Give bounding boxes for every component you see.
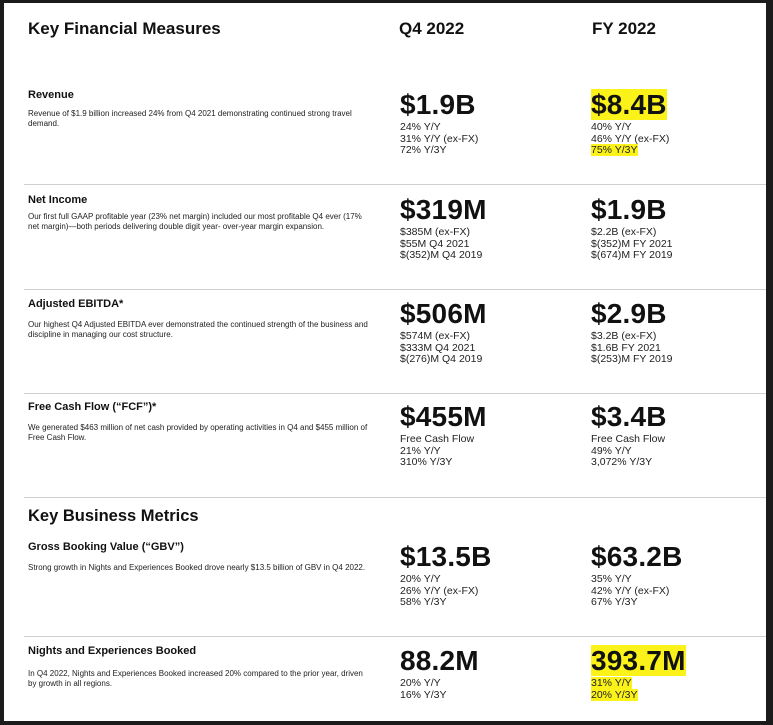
metric-description: Our first full GAAP profitable year (23% net margin) included our most profitable Q4 ever (17% net margin)—both periods delivering double digit year- over-year margin expansion. [28,212,362,231]
metric-description: Strong growth in Nights and Experiences Booked drove nearly $13.5 billion of GBV in Q4 2022. [28,563,366,572]
fy-detail: 31% Y/Y [591,677,632,689]
divider [24,393,766,394]
metric-label: Nights and Experiences Booked [28,645,197,657]
fy-value: $63.2B [591,541,683,572]
column-header-q4: Q4 2022 [399,19,465,38]
fy-value: $1.9B [591,194,667,225]
metric-description: Our highest Q4 Adjusted EBITDA ever demonstrated the continued strength of the business and discipline in managing our cost structure. [28,320,368,339]
fy-column [591,298,673,366]
fy-detail: 49% Y/Y [591,444,632,457]
q4-column [400,541,492,609]
q4-detail: $574M (ex-FX) [400,330,471,342]
fy-column [591,645,686,701]
metric-description: Revenue of $1.9 billion increased 24% from Q4 2021 demonstrating continued strong travel demand. [28,109,352,128]
column-header-fy: FY 2022 [592,19,656,38]
metric-description: We generated $463 million of net cash provided by operating activities in Q4 and $455 million of Free Cash Flow. [28,423,368,442]
q4-detail: $333M Q4 2021 [400,341,476,354]
q4-detail: 20% Y/Y [400,573,441,585]
q4-column [400,401,487,469]
q4-detail: 24% Y/Y [400,121,441,133]
q4-detail: 26% Y/Y (ex-FX) [400,584,479,597]
q4-value: $455M [400,401,487,432]
fy-value: $2.9B [591,298,667,329]
fy-column [591,401,667,469]
metric-label: Gross Booking Value (“GBV”) [28,541,184,553]
section-title-financial: Key Financial Measures [28,19,221,38]
fy-detail: 46% Y/Y (ex-FX) [591,132,670,145]
metric-label: Revenue [28,89,74,101]
fy-detail: 75% Y/3Y [591,144,638,156]
fy-value: 393.7M [591,645,686,676]
q4-detail: 16% Y/3Y [400,688,447,701]
q4-detail: 58% Y/3Y [400,596,447,608]
fy-value: $3.4B [591,401,667,432]
q4-detail: $55M Q4 2021 [400,237,470,250]
fy-detail: Free Cash Flow [591,433,666,445]
fy-column [591,89,669,157]
metric-label: Net Income [28,194,88,206]
q4-column [400,645,479,701]
fy-detail: $2.2B (ex-FX) [591,226,657,238]
q4-value: $13.5B [400,541,492,572]
q4-detail: 21% Y/Y [400,444,441,457]
q4-detail: 72% Y/3Y [400,144,447,156]
q4-detail: $(352)M Q4 2019 [400,249,483,261]
q4-detail: Free Cash Flow [400,433,475,445]
divider [24,184,766,185]
q4-value: 88.2M [400,645,479,676]
fy-value: $8.4B [591,89,667,120]
metric-label: Free Cash Flow (“FCF”)* [28,401,157,413]
fy-detail: $(674)M FY 2019 [591,249,673,261]
divider [24,289,766,290]
report-page [4,3,766,721]
q4-value: $1.9B [400,89,476,120]
fy-detail: $3.2B (ex-FX) [591,330,657,342]
fy-detail: 42% Y/Y (ex-FX) [591,584,670,597]
q4-detail: 310% Y/3Y [400,456,453,468]
q4-value: $319M [400,194,487,225]
q4-detail: 31% Y/Y (ex-FX) [400,132,479,145]
fy-detail: $(253)M FY 2019 [591,353,673,365]
q4-column [400,89,478,157]
fy-detail: 67% Y/3Y [591,596,638,608]
q4-detail: $385M (ex-FX) [400,226,471,238]
fy-detail: 20% Y/3Y [591,688,638,701]
fy-column [591,194,673,262]
q4-value: $506M [400,298,487,329]
q4-detail: $(276)M Q4 2019 [400,353,483,365]
section-title-business: Key Business Metrics [28,507,199,525]
fy-column [591,541,683,609]
fy-detail: 40% Y/Y [591,121,632,133]
fy-detail: $1.6B FY 2021 [591,341,661,354]
q4-column [400,194,487,262]
fy-detail: 35% Y/Y [591,573,632,585]
metric-label: Adjusted EBITDA* [28,298,124,310]
q4-column [400,298,487,366]
divider [24,636,766,637]
q4-detail: 20% Y/Y [400,677,441,689]
fy-detail: 3,072% Y/3Y [591,456,653,468]
fy-detail: $(352)M FY 2021 [591,237,673,250]
table-header [4,19,766,49]
metric-description: In Q4 2022, Nights and Experiences Booked increased 20% compared to the prior year, driven by growth in all regions. [28,669,363,688]
divider [24,497,766,498]
